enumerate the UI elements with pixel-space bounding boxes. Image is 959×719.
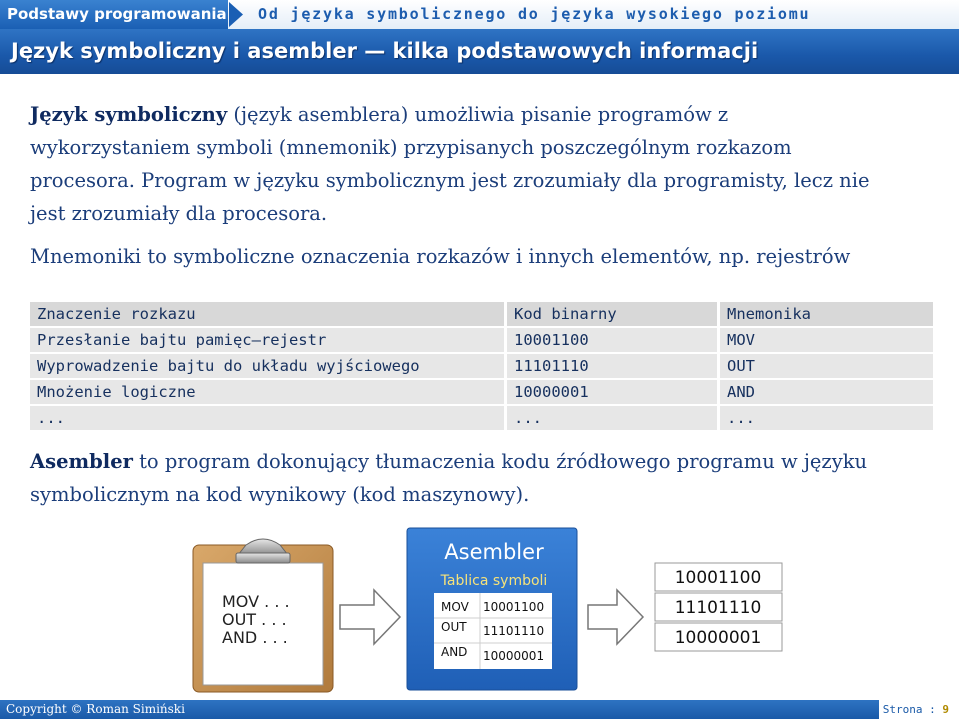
assembler-diagram bbox=[0, 525, 959, 695]
source-code-clipboard bbox=[193, 539, 333, 692]
table-cell: OUT bbox=[720, 354, 933, 378]
assembler-box bbox=[407, 528, 577, 690]
intro-line bbox=[30, 98, 870, 131]
page-number: 9 bbox=[942, 703, 949, 716]
output-code: 11101110 bbox=[674, 598, 762, 618]
symbol-name: AND bbox=[441, 645, 468, 659]
symbol-table-title: Tablica symboli bbox=[440, 573, 548, 589]
table-cell: 11101110 bbox=[507, 354, 717, 378]
lecture-title: Od języka symbolicznego do języka wysokiego poziomu bbox=[258, 5, 811, 23]
symbol-name: MOV bbox=[441, 600, 469, 614]
output-code: 10001100 bbox=[674, 568, 762, 588]
table-cell: ... bbox=[30, 406, 504, 430]
table-cell: Przesłanie bajtu pamięc—rejestr bbox=[30, 328, 504, 352]
intro-line1: (język asemblera) umożliwia pisanie programów z bbox=[227, 103, 729, 126]
table-row bbox=[30, 380, 936, 404]
intro-line2: wykorzystaniem symboli (mnemonik) przypisanych poszczególnym rozkazom bbox=[30, 136, 792, 159]
page-label: Strona : bbox=[882, 703, 936, 716]
machine-code-output bbox=[655, 563, 782, 651]
table-cell: ... bbox=[507, 406, 717, 430]
assembler-line1: to program dokonujący tłumaczenia kodu źródłowego programu w języku bbox=[132, 450, 868, 473]
title-banner bbox=[0, 29, 959, 74]
table-cell: MOV bbox=[720, 328, 933, 352]
top-bar bbox=[0, 0, 959, 30]
assembler-line2: symbolicznym na kod wynikowy (kod maszynowy). bbox=[30, 483, 530, 506]
slide-title: Język symboliczny i asembler — kilka podstawowych informacji bbox=[11, 39, 759, 63]
chevron-right-icon bbox=[229, 2, 243, 27]
symbol-code: 10000001 bbox=[483, 649, 545, 663]
arrow-right-icon bbox=[588, 590, 643, 644]
table-cell: 10001100 bbox=[507, 328, 717, 352]
assembler-definition bbox=[30, 445, 867, 511]
symbol-code: 10001100 bbox=[483, 600, 545, 614]
footer bbox=[0, 700, 959, 719]
assembler-title: Asembler bbox=[444, 540, 544, 564]
assembler-line bbox=[30, 445, 867, 478]
table-header-cell: Kod binarny bbox=[507, 302, 717, 326]
table-cell: AND bbox=[720, 380, 933, 404]
intro-line3: procesora. Program w języku symbolicznym jest zrozumiały dla programisty, lecz nie bbox=[30, 169, 870, 192]
course-name: Podstawy programowania bbox=[0, 0, 228, 29]
source-line: MOV . . . bbox=[222, 592, 290, 611]
source-line: AND . . . bbox=[222, 628, 288, 647]
symbol-name: OUT bbox=[441, 620, 467, 634]
intro-term: Język symboliczny bbox=[30, 103, 228, 126]
table-row bbox=[30, 406, 936, 430]
table-cell: Mnożenie logiczne bbox=[30, 380, 504, 404]
copyright: Copyright © Roman Simiński bbox=[6, 702, 185, 716]
table-header-cell: Znaczenie rozkazu bbox=[30, 302, 504, 326]
table-cell: ... bbox=[720, 406, 933, 430]
arrow-right-icon bbox=[340, 590, 400, 644]
table-header-cell: Mnemonika bbox=[720, 302, 933, 326]
intro-line4: jest zrozumiały dla procesora. bbox=[30, 202, 328, 225]
assembler-term: Asembler bbox=[30, 450, 133, 473]
mnemonics-note: Mnemoniki to symboliczne oznaczenia rozkazów i innych elementów, np. rejestrów bbox=[30, 245, 851, 268]
output-code: 10000001 bbox=[674, 628, 762, 648]
mnemonics-table bbox=[30, 302, 936, 432]
symbol-code: 11101110 bbox=[483, 624, 545, 638]
table-cell: 10000001 bbox=[507, 380, 717, 404]
table-row bbox=[30, 354, 936, 378]
intro-paragraph bbox=[30, 98, 870, 230]
table-cell: Wyprowadzenie bajtu do układu wyjściowego bbox=[30, 354, 504, 378]
table-row bbox=[30, 328, 936, 352]
page-indicator bbox=[879, 700, 959, 719]
source-line: OUT . . . bbox=[222, 610, 287, 629]
table-header-row bbox=[30, 302, 936, 326]
